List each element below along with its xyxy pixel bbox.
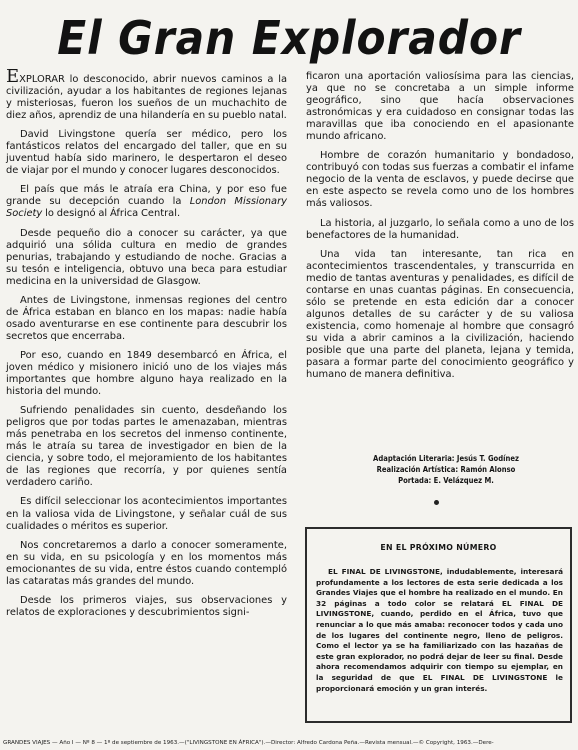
paragraph: La historia, al juzgarlo, lo señala como a uno de los benefactores de la humanidad. — [306, 217, 574, 241]
paragraph: Desde los primeros viajes, sus observaciones y relatos de exploraciones y descubrimientos signi- — [6, 594, 287, 618]
footer-imprint: GRANDES VIAJES — Año I — Nº 8 — 1º de septiembre de 1963.—("LIVINGSTONE EN ÁFRICA").—Director: Alfredo Cardona Peña.—Revista mensual.—© Copyright, 1963.—Dere- — [3, 740, 494, 746]
paragraph: ficaron una aportación valiosísima para las ciencias, ya que no se concretaba a un simple informe geográfico, sino que hacía observaciones astronómicas y era cuidadoso en consignar todas las maravillas que iba conociendo en el apasionante mundo africano. — [306, 71, 574, 143]
paragraph: Nos concretaremos a darlo a conocer someramente, en su vida, en su psicología y en los momentos más emocionantes de su vida, entre éstos cuando contempló las cataratas más grandes del mundo. — [6, 539, 287, 587]
paragraph: Hombre de corazón humanitario y bondadoso, contribuyó con todas sus fuerzas a combatir el infame negocio de la venta de esclavos, y puede decirse que en este aspecto se revela como uno de los hombres más valiosos. — [306, 150, 574, 210]
paragraph: Por eso, cuando en 1849 desembarcó en África, el joven médico y misionero inició uno de los viajes más importantes que hombre alguno haya realizado en la historia del mundo. — [6, 349, 287, 398]
credit-line: Portada: E. Velázquez M. — [398, 476, 494, 485]
paragraph: Una vida tan interesante, tan rica en acontecimientos trascendentales, y transcurrida en medio de tantas aventuras y penalidades, es difícil de contarse en unas cuantas páginas. En consecuencia, sólo se pretende en esta edición dar a conocer algunos detalles de su carácter y de su valiosa existencia, como homenaje al hombre que consagró su vida a abrir caminos a la civilización, haciendo posible que una parte del planeta, lejana y temida, pasara a formar parte del conocimiento geográfico y humano de manera definitiva. — [306, 248, 574, 381]
paragraph: Desde pequeño dio a conocer su carácter, ya que adquirió una sólida cultura en medio de grandes penurias, trabajando y estudiando de noche. Gracias a su tesón e inteligencia, obtuvo una beca para estudiar medicina en la universidad de Glasgow. — [6, 227, 287, 287]
paragraph: Es difícil seleccionar los acontecimientos importantes en la valiosa vida de Livingstone, y señalar cuál de sus cualidades o méritos es superior. — [6, 496, 287, 532]
intro-text: XPLORAR lo desconocido, abrir nuevos caminos a la civilización, ayudar a los habitantes de regiones lejanas y misteriosas, fueron los sueños de un muchachito de diez años, aprendiz de una hilandería en su pueblo natal. — [6, 74, 287, 122]
paragraph: Sufriendo penalidades sin cuento, desdeñando los peligros que por todas partes le amenazaban, mientras más penetraba en los secretos del inmenso continente, más le atraía su tarea de investigador en bien de la ciencia, y sobre todo, el mejoramiento de los habitantes de las regiones que recorría, y por quienes sentía verdadero cariño. — [6, 405, 287, 489]
drop-cap: E — [6, 66, 20, 87]
credit-line: Realización Artística: Ramón Alonso — [376, 465, 516, 474]
page-title: El Gran Explorador — [57, 11, 521, 65]
paragraph-text: El país que más le atraía era China, y por eso fue grande su decepción cuando la — [6, 184, 287, 208]
right-column — [306, 71, 574, 388]
paragraph: Antes de Livingstone, inmensas regiones del centro de África estaban en blanco en los mapas: nadie había osado aventurarse en ese continente para descubrir los secretos que encerraba. — [6, 294, 287, 342]
next-issue-heading: EN EL PRÓXIMO NÚMERO — [380, 543, 497, 552]
paragraph-text: lo designó al África Central. — [42, 208, 181, 220]
paragraph — [6, 184, 287, 220]
credits — [326, 453, 566, 486]
bullet-dot — [434, 500, 439, 505]
next-issue-body: EL FINAL DE LIVINGSTONE, indudablemente, interesará profundamente a los lectores de esta serie dedicada a los Grandes Viajes que el hombre ha realizado en el mundo. En 32 páginas a todo color se relatará EL FINAL DE LIVINGSTONE, cuando, perdido en el África, tuvo que renunciar a lo que más amaba: reconocer todos y cada uno de los lugares del continente negro, lleno de peligros. Como el lector ya se ha familiarizado con las hazañas de este gran explorador, no podrá dejar de leer su final. Desde ahora recomendamos adquirir con tiempo su ejemplar, en la seguridad de que EL FINAL DE LIVINGSTONE le proporcionará emoción y un gran interés. — [316, 567, 563, 693]
next-issue-box — [305, 527, 572, 723]
society-name: London Missionary Society — [6, 196, 287, 220]
left-column — [6, 66, 287, 626]
paragraph: David Livingstone quería ser médico, pero los fantásticos relatos del encargado del taller, que en su juventud había sido marinero, le despertaron el deseo de viajar por el mundo y conocer lugares desconocidos. — [6, 129, 287, 177]
intro-paragraph — [6, 66, 287, 122]
credit-line: Adaptación Literaria: Jesús T. Godínez — [373, 454, 519, 463]
